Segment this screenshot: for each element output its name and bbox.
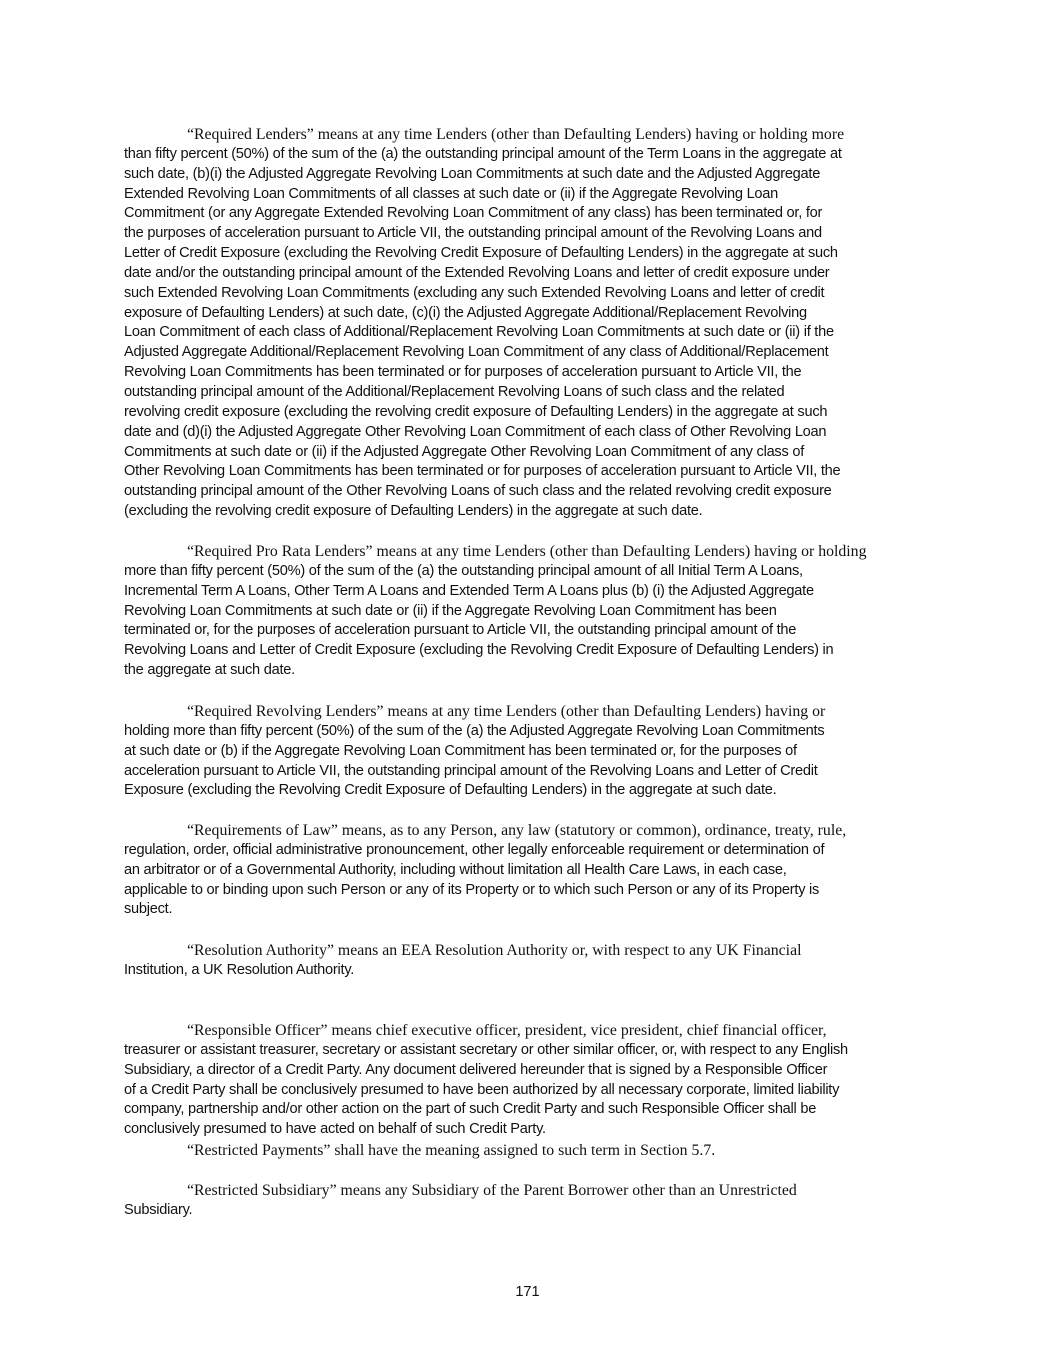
- text-line: (excluding the revolving credit exposure of Defaulting Lenders) in the aggregate at such date.: [124, 503, 703, 520]
- text-line: Institution, a UK Resolution Authority.: [124, 961, 355, 978]
- text-line: “Responsible Officer” means chief executive officer, president, vice president, chief financial officer,: [187, 1022, 827, 1039]
- definition-paragraph: [124, 542, 944, 681]
- text-line: Revolving Loans and Letter of Credit Exposure (excluding the Revolving Credit Exposure of Defaulting Lenders) in: [124, 642, 834, 659]
- text-line: date and/or the outstanding principal amount of the Extended Revolving Loans and letter of credit exposure under: [124, 264, 830, 281]
- text-line: Letter of Credit Exposure (excluding the Revolving Credit Exposure of Defaulting Lenders) in the aggregate at such: [124, 245, 838, 262]
- text-line: outstanding principal amount of the Additional/Replacement Revolving Loans of such class and the related: [124, 383, 785, 400]
- text-line: “Restricted Subsidiary” means any Subsidiary of the Parent Borrower other than an Unrestricted: [187, 1182, 797, 1199]
- text-line: applicable to or binding upon such Person or any of its Property or to which such Person or any of its Property is: [124, 881, 820, 898]
- definition-paragraph: [124, 1021, 944, 1140]
- text-line: subject.: [124, 901, 173, 918]
- text-line: exposure of Defaulting Lenders) at such date, (c)(i) the Adjusted Aggregate Additional/Replacement Revolving: [124, 304, 807, 321]
- text-line: more than fifty percent (50%) of the sum of the (a) the outstanding principal amount of all Initial Term A Loans,: [124, 562, 803, 579]
- text-line: “Restricted Payments” shall have the meaning assigned to such term in Section 5.7.: [187, 1142, 716, 1159]
- text-line: outstanding principal amount of the Other Revolving Loans of such class and the related revolving credit exposure: [124, 483, 832, 500]
- definition-paragraph: [124, 1181, 944, 1221]
- text-line: terminated or, for the purposes of acceleration pursuant to Article VII, the outstanding principal amount of the: [124, 622, 797, 639]
- text-line: such date, (b)(i) the Adjusted Aggregate Revolving Loan Commitments at such date and the Adjusted Aggregate: [124, 165, 821, 182]
- definition-paragraph: [124, 125, 944, 522]
- text-line: of a Credit Party shall be conclusively presumed to have been authorized by all necessary corporate, limited liability: [124, 1081, 840, 1098]
- text-line: “Required Lenders” means at any time Lenders (other than Defaulting Lenders) having or holding more: [187, 126, 845, 143]
- definition-paragraph: [124, 821, 944, 920]
- text-line: date and (d)(i) the Adjusted Aggregate Other Revolving Loan Commitment of each class of Other Revolving Loan: [124, 423, 827, 440]
- text-line: Extended Revolving Loan Commitments of all classes at such date or (ii) if the Aggregate Revolving Loan: [124, 185, 779, 202]
- text-line: an arbitrator or of a Governmental Authority, including without limitation all Health Care Laws, in each case,: [124, 861, 787, 878]
- text-line: Exposure (excluding the Revolving Credit Exposure of Defaulting Lenders) in the aggregate at such date.: [124, 782, 777, 799]
- text-line: “Required Revolving Lenders” means at any time Lenders (other than Defaulting Lenders) having or: [187, 703, 826, 720]
- text-line: “Resolution Authority” means an EEA Resolution Authority or, with respect to any UK Financial: [187, 942, 802, 959]
- text-line: “Requirements of Law” means, as to any Person, any law (statutory or common), ordinance, treaty, rule,: [187, 822, 847, 839]
- text-line: revolving credit exposure (excluding the revolving credit exposure of Defaulting Lenders) in the aggregate at such: [124, 403, 828, 420]
- text-line: Subsidiary, a director of a Credit Party. Any document delivered hereunder that is signed by a Responsible Officer: [124, 1061, 828, 1078]
- text-line: Commitment (or any Aggregate Extended Revolving Loan Commitment of any class) has been terminated or, for: [124, 205, 823, 222]
- text-line: Revolving Loan Commitments has been terminated or for purposes of acceleration pursuant to Article VII, the: [124, 364, 802, 381]
- text-line: Incremental Term A Loans, Other Term A Loans and Extended Term A Loans plus (b) (i) the Adjusted Aggregate: [124, 582, 814, 599]
- text-line: “Required Pro Rata Lenders” means at any time Lenders (other than Defaulting Lenders) having or holding: [187, 543, 867, 560]
- text-line: treasurer or assistant treasurer, secretary or assistant secretary or other similar officer, or, with respect to any English: [124, 1041, 848, 1058]
- text-line: company, partnership and/or other action on the part of such Credit Party and such Responsible Officer shall be: [124, 1101, 817, 1118]
- text-line: Loan Commitment of each class of Additional/Replacement Revolving Loan Commitments at such date or (ii) if the: [124, 324, 834, 341]
- text-line: regulation, order, official administrative pronouncement, other legally enforceable requirement or determination of: [124, 841, 825, 858]
- page-number: 171: [515, 1284, 540, 1300]
- text-line: Subsidiary.: [124, 1201, 193, 1218]
- text-line: the aggregate at such date.: [124, 662, 295, 679]
- definition-paragraph: [124, 1141, 944, 1161]
- text-line: at such date or (b) if the Aggregate Revolving Loan Commitment has been terminated or, for the purposes of: [124, 742, 797, 759]
- text-line: Other Revolving Loan Commitments has been terminated or for purposes of acceleration pursuant to Article VII, the: [124, 463, 841, 480]
- text-line: Adjusted Aggregate Additional/Replacement Revolving Loan Commitment of any class of Additional/Replacement: [124, 344, 829, 361]
- text-line: acceleration pursuant to Article VII, the outstanding principal amount of the Revolving Loans and Letter of Credit: [124, 762, 818, 779]
- text-line: Commitments at such date or (ii) if the Adjusted Aggregate Other Revolving Loan Commitment of any class of: [124, 443, 805, 460]
- text-line: such Extended Revolving Loan Commitments (excluding any such Extended Revolving Loans and letter of credit: [124, 284, 825, 301]
- text-line: Revolving Loan Commitments at such date or (ii) if the Aggregate Revolving Loan Commitment has been: [124, 602, 777, 619]
- text-line: conclusively presumed to have acted on behalf of such Credit Party.: [124, 1121, 546, 1138]
- definition-paragraph: [124, 941, 944, 981]
- definition-paragraph: [124, 702, 944, 801]
- text-line: the purposes of acceleration pursuant to Article VII, the outstanding principal amount of the Revolving Loans and: [124, 225, 822, 242]
- text-line: than fifty percent (50%) of the sum of the (a) the outstanding principal amount of the Term Loans in the aggregate at: [124, 145, 842, 162]
- text-line: holding more than fifty percent (50%) of the sum of the (a) the Adjusted Aggregate Revolving Loan Commitments: [124, 722, 825, 739]
